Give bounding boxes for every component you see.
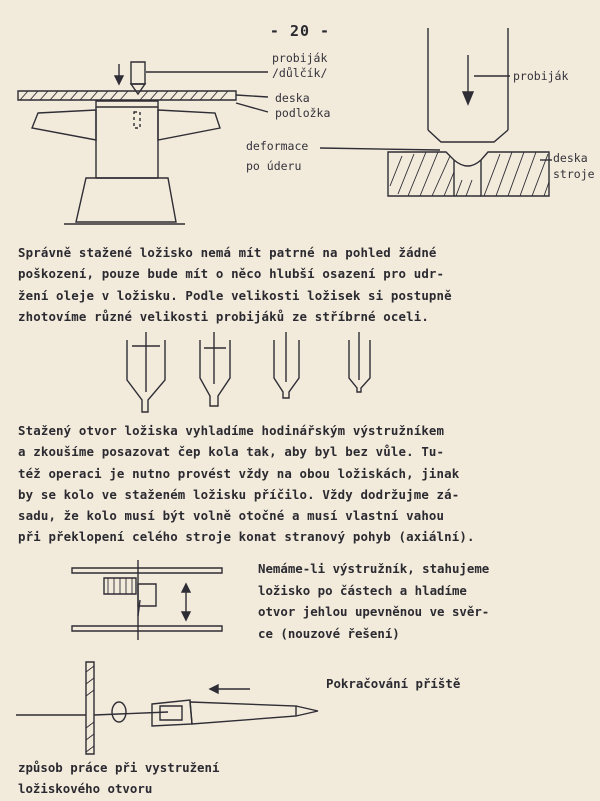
text-line: ložisko po částech a hladíme	[258, 582, 467, 598]
label-machine-plate: deska	[553, 151, 588, 165]
label-punch-right: probiják	[513, 69, 569, 83]
text-line: zhotovíme různé velikosti probijáků ze stříbrné oceli.	[18, 308, 429, 324]
figure-caption	[18, 757, 219, 799]
label-after-strike: po úderu	[246, 159, 302, 173]
label-plate: deska	[275, 91, 310, 105]
text-line: sadu, že kolo musí být volně otočné a musí vlastní vahou	[18, 508, 445, 524]
text-line: a zkoušíme posazovat čep kola tak, aby byl bez vůle. Tu-	[18, 444, 445, 460]
paragraph-3	[258, 558, 588, 644]
continued-note: Pokračování příště	[326, 676, 461, 691]
text-line: Správně stažené ložisko nemá mít patrné na pohled žádné	[18, 245, 437, 260]
text-line: při překlopení celého stroje konat stranový pohyb (axiální).	[18, 529, 475, 545]
label-washer: podložka	[275, 106, 331, 120]
text-line: poškození, pouze bude mít o něco hlubší osazení pro udr-	[18, 266, 445, 282]
text-line: otvor jehlou upevněnou ve svěr-	[258, 604, 490, 619]
label-machine-plate-2: stroje	[553, 167, 595, 181]
text-line: žení oleje v ložisku. Podle velikosti ložisek si postupně	[18, 287, 452, 303]
caption-line: ložiskového otvoru	[18, 781, 153, 796]
paragraph-1	[18, 242, 578, 327]
text-line: též operaci je nutno provést vždy na obou ložiskách, jinak	[18, 465, 460, 481]
text-line: ce (nouzové řešení)	[258, 625, 400, 641]
label-punch-alt: /důlčík/	[272, 66, 328, 80]
text-line: by se kolo ve staženém ložisku příčilo. Vždy dodržujme zá-	[18, 486, 460, 502]
text-line: Stažený otvor ložiska vyhladíme hodinářským výstružníkem	[18, 423, 445, 438]
text-line: Nemáme-li výstružník, stahujeme	[258, 561, 490, 576]
label-deformation: deformace	[246, 139, 309, 153]
paragraph-2	[18, 420, 578, 548]
label-punch: probiják	[272, 51, 328, 65]
caption-line: způsob práce při vystružení	[18, 760, 220, 775]
page-number: - 20 -	[269, 22, 331, 40]
